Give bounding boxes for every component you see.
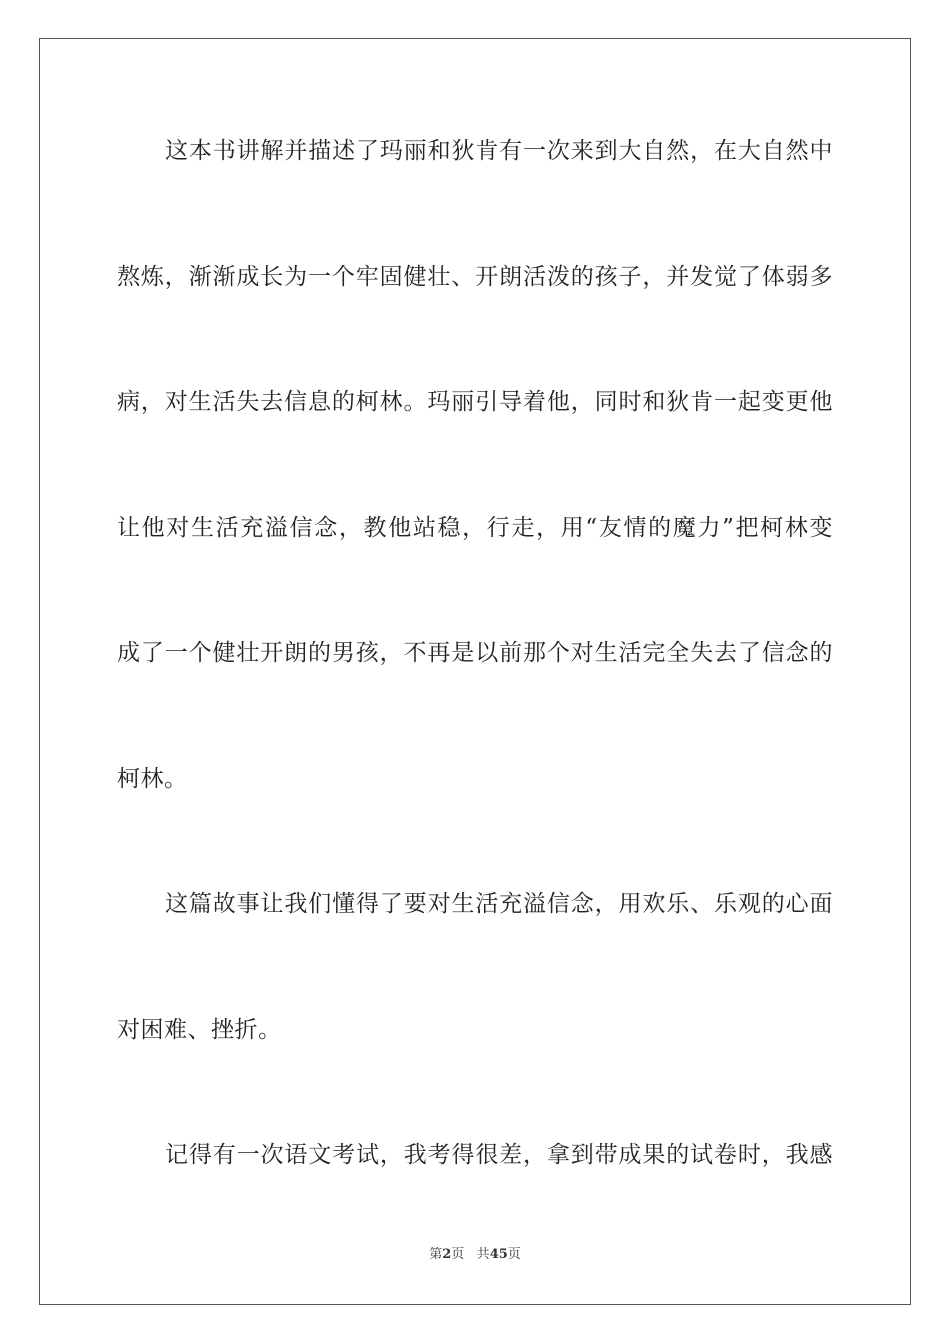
- paragraph-1-line-4: 让他对生活充溢信念，教他站稳，行走，用“友情的魔力”把柯林变: [117, 515, 833, 541]
- paragraph-1-line-6: 柯林。: [117, 766, 188, 792]
- total-pages: 45: [489, 1247, 508, 1262]
- paragraph-1-line-5: 成了一个健壮开朗的男孩，不再是以前那个对生活完全失去了信念的: [117, 640, 833, 666]
- paragraph-1-line-1: 这本书讲解并描述了玛丽和狄肯有一次来到大自然，在大自然中: [165, 138, 833, 164]
- page-prefix: 第: [429, 1247, 443, 1262]
- paragraph-1-line-2: 熬炼，渐渐成长为一个牢固健壮、开朗活泼的孩子，并发觉了体弱多: [117, 264, 833, 290]
- page-footer: [0, 1246, 950, 1264]
- total-prefix: 共: [476, 1247, 490, 1262]
- paragraph-1-line-3: 病，对生活失去信息的柯林。玛丽引导着他，同时和狄肯一起变更他: [117, 389, 833, 415]
- total-suffix: 页: [507, 1247, 521, 1262]
- page-frame: [39, 38, 911, 1305]
- page-suffix: 页: [451, 1247, 465, 1262]
- paragraph-2-line-2: 对困难、挫折。: [117, 1017, 282, 1043]
- paragraph-2-line-1: 这篇故事让我们懂得了要对生活充溢信念，用欢乐、乐观的心面: [165, 891, 833, 917]
- page-number: 2: [442, 1247, 452, 1262]
- paragraph-3-line-1: 记得有一次语文考试，我考得很差，拿到带成果的试卷时，我感: [165, 1142, 833, 1168]
